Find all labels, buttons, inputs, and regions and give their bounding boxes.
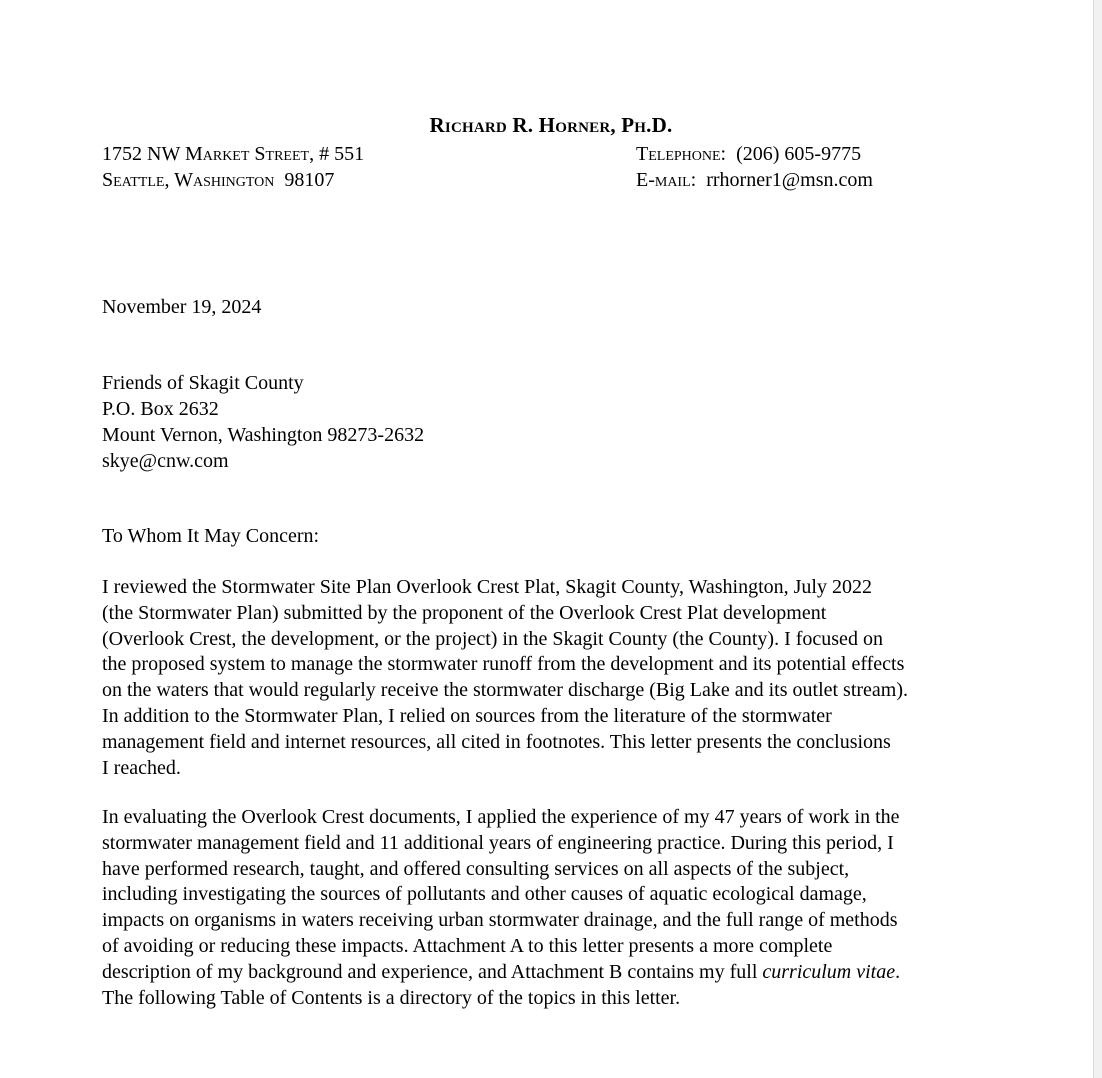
paragraph-1 [102,575,908,781]
page-edge [1093,0,1102,1078]
telephone-value: (206) 605-9775 [736,143,862,165]
paragraph-2-line-period: . [895,960,901,983]
curriculum-vitae-italic: curriculum vitae [762,960,896,983]
paragraph-2-line: impacts on organisms in waters receiving urban stormwater drainage, and the full range of methods [102,909,898,932]
paragraph-2-line [102,960,900,986]
paragraph-1-line: on the waters that would regularly receive the stormwater discharge (Big Lake and its outlet stream). [102,679,909,702]
paragraph-2 [102,805,900,1011]
salutation: To Whom It May Concern: [102,525,320,547]
paragraph-1-line: the proposed system to manage the stormwater runoff from the development and its potential effects [102,653,905,676]
recipient-line-1: Friends of Skagit County [102,372,304,394]
address-city: Seattle, Washington [102,169,275,191]
letterhead-address [102,141,364,193]
telephone-label: Telephone: [636,143,727,165]
letterhead-name: Richard R. Horner, Ph.D. [429,113,673,137]
recipient-line-3: Mount Vernon, Washington 98273-2632 [102,424,425,446]
address-zip: 98107 [284,169,335,191]
recipient-block [102,370,424,474]
paragraph-2-line: of avoiding or reducing these impacts. Attachment A to this letter presents a more complete [102,934,833,957]
paragraph-1-line: (Overlook Crest, the development, or the project) in the Skagit County (the County). I focused on [102,627,883,650]
paragraph-2-line: The following Table of Contents is a directory of the topics in this letter. [102,986,681,1009]
paragraph-2-line: have performed research, taught, and offered consulting services on all aspects of the subject, [102,857,850,880]
address-line-2 [102,167,364,193]
email-line [636,167,873,193]
address-line-1 [102,141,364,167]
address-number: 1752 NW [102,143,180,165]
letterhead-contact [636,141,873,193]
paragraph-2-line-text: description of my background and experience, and Attachment B contains my full [102,960,763,983]
paragraph-2-line: stormwater management field and 11 additional years of engineering practice. During this period, I [102,831,894,854]
address-street: Market Street, [184,143,315,165]
paragraph-2-line: including investigating the sources of pollutants and other causes of aquatic ecological damage, [102,883,867,906]
recipient-line-2: P.O. Box 2632 [102,398,219,420]
recipient-line-4: skye@cnw.com [102,450,229,472]
paragraph-1-line: management field and internet resources, all cited in footnotes. This letter presents the conclusions [102,730,891,753]
paragraph-1-line: I reviewed the Stormwater Site Plan Overlook Crest Plat, Skagit County, Washington, July 2022 [102,576,872,598]
paragraph-1-line: I reached. [102,756,181,779]
address-unit: # 551 [319,143,365,165]
telephone-line [636,141,873,167]
paragraph-1-line: (the Stormwater Plan) submitted by the proponent of the Overlook Crest Plat development [102,601,827,624]
email-value: rrhorner1@msn.com [706,169,873,191]
email-label: E-mail: [636,169,697,191]
letter-date: November 19, 2024 [102,296,262,318]
paragraph-1-line: In addition to the Stormwater Plan, I relied on sources from the literature of the stormwater [102,704,832,727]
paragraph-2-line: In evaluating the Overlook Crest documents, I applied the experience of my 47 years of work in the [102,806,900,828]
